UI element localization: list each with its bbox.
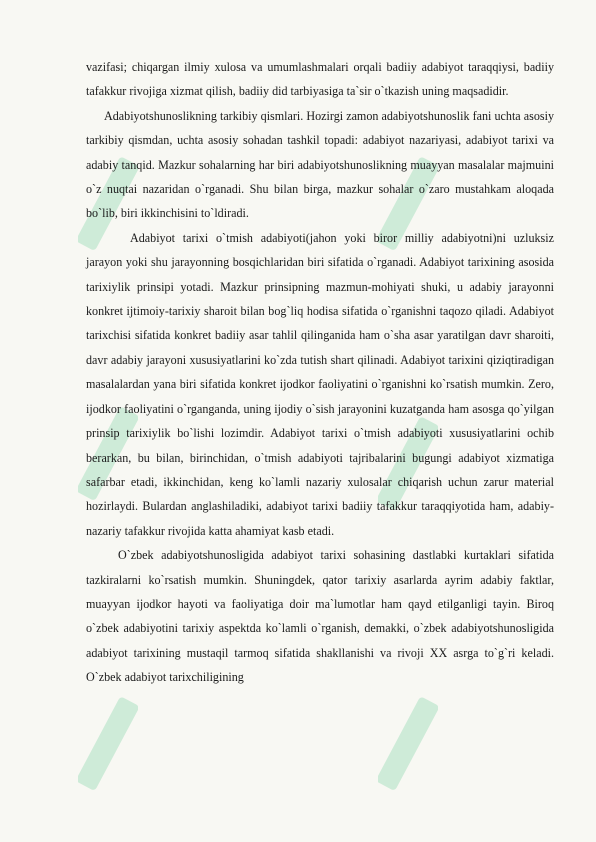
paragraph-4: O`zbek adabiyotshunosligida adabiyot tarixi sohasining dastlabki kurtaklari sifatida tazkiralarni ko`rsatish mumkin. Shuningdek, qator tarixiy asarlarda ayrim adabiy faktlar, muayyan ijodkor hayoti va faoliyatiga doir ma`lumotlar ham qayd etilganligi tayin. Biroq o`zbek adabiyotini tarixiy aspektda ko`lamli o`rganish, demakki, o`zbek adabiyotshunosligida adabiyot tarixining mustaqil tarmoq sifatida shakllanishi va rivoji XX asrga to`g`ri keladi. O`zbek adabiyot tarixchiligining [86, 548, 554, 685]
paragraph-2: Adabiyotshunoslikning tarkibiy qismlari. Hozirgi zamon adabiyotshunoslik fani uchta asosiy tarkibiy qismdan, uchta asosiy sohadan tashkil topadi: adabiyot nazariyasi, adabiyot tarixi va adabiy tanqid. Mazkur sohalarning har biri adabiyotshunoslikning muayyan masalalar majmuini o`z nuqtai nazaridan o`rganadi. Shu bilan birga, mazkur sohalar o`zaro mustahkam aloqada bo`lib, biri ikkinchisini to`ldiradi. [86, 108, 554, 221]
paragraph-3: Adabiyot tarixi o`tmish adabiyoti(jahon yoki biror milliy adabiyotni)ni uzluksiz jarayon yoki shu jarayonning bosqichlaridan biri sifatida o`rganadi. Adabiyot tarixining asosida tarixiylik prinsipi yotadi. Mazkur prinsipning mazmun-mohiyati shuki, u adabiy jarayonni konkret ijtimoiy-tarixiy sharoit bilan bog`liq hodisa sifatida o`rganishni taqozo qiladi. Adabiyot tarixchisi sifatida konkret badiiy asar tahlil qilinganida ham o`sha asar yaratilgan davr sharoiti, davr adabiy jarayoni xususiyatlarini ko`zda tutish shart qilinadi. Adabiyot tarixini qiziqtiradigan masalalardan yana biri sifatida konkret ijodkor faoliyatini o`rganishni ko`rsatish mumkin. Zero, ijodkor faoliyatini o`rganganda, uning ijodiy o`sish jarayonini kuzatganda ham asosga qo`yilgan prinsip tarixiylik bo`lishi lozimdir. Adabiyot tarixi o`tmish adabiyoti xususiyatlarini ochib berarkan, bu bilan, birinchidan, o`tmish adabiyoti tajribalarini bugungi adabiyot xizmatiga safarbar etadi, ikkinchidan, keng ko`lamli nazariy xulosalar chiqarish uchun zarur material hozirlaydi. Bulardan anglashiladiki, adabiyot tarixi badiiy tafakkur taraqqiyotida ham, adabiy-nazariy tafakkur rivojida katta ahamiyat kasb etadi. [86, 230, 554, 538]
paragraph-1: vazifasi; chiqargan ilmiy xulosa va umumlashmalari orqali badiiy adabiyot taraqqiysi, badiiy tafakkur rivojiga xizmat qilish, badiiy did tarbiyasiga ta`sir o`tkazish uning maqsadidir. [86, 60, 554, 99]
watermark-logo-icon [378, 690, 438, 800]
text-column [86, 55, 554, 690]
watermark-logo-icon [78, 690, 138, 800]
